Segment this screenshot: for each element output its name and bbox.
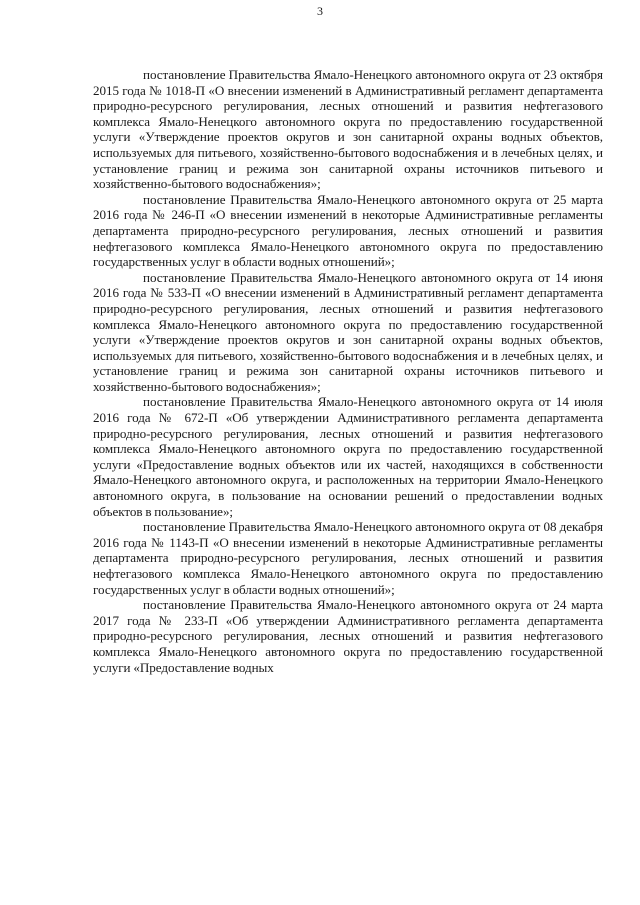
paragraph-resolution-1018p: постановление Правительства Ямало-Ненецкого автономного округа от 23 октября 2015 года № 1018-П «О внесении изменений в Административный регламент департамента природно-ресурсного регулирования, лесных отношений и развития нефтегазового комплекса Ямало-Ненецкого автономного округа по предоставлению государственной услуги «Утверждение проектов округов и зон санитарной охраны водных объектов, используемых для питьевого, хозяйственно-бытового водоснабжения и в лечебных целях, и установление границ и режима зон санитарной охраны источников питьевого и хозяйственно-бытового водоснабжения»; <box>93 67 603 192</box>
paragraph-resolution-1143p: постановление Правительства Ямало-Ненецкого автономного округа от 08 декабря 2016 года № 1143-П «О внесении изменений в некоторые Административные регламенты департамента природно-ресурсного регулирования, лесных отношений и развития нефтегазового комплекса Ямало-Ненецкого автономного округа по предоставлению государственных услуг в области водных отношений»; <box>93 519 603 597</box>
paragraph-resolution-246p: постановление Правительства Ямало-Ненецкого автономного округа от 25 марта 2016 года № 246-П «О внесении изменений в некоторые Административные регламенты департамента природно-ресурсного регулирования, лесных отношений и развития нефтегазового комплекса Ямало-Ненецкого автономного округа по предоставлению государственных услуг в области водных отношений»; <box>93 191 603 270</box>
paragraph-resolution-233p: постановление Правительства Ямало-Ненецкого автономного округа от 24 марта 2017 года № 233-П «Об утверждении Административного регламента департамента природно-ресурсного регулирования, лесных отношений и развития нефтегазового комплекса Ямало-Ненецкого автономного округа по предоставлению государственной услуги «Предоставление водных <box>93 597 603 675</box>
paragraph-resolution-672p: постановление Правительства Ямало-Ненецкого автономного округа от 14 июля 2016 года № 672-П «Об утверждении Административного регламента департамента природно-ресурсного регулирования, лесных отношений и развития нефтегазового комплекса Ямало-Ненецкого автономного округа по предоставлению государственной услуги «Предоставление водных объектов или их частей, находящихся в собственности Ямало-Ненецкого автономного округа, и расположенных на территории Ямало-Ненецкого автономного округа, в пользование на основании решений о предоставлении водных объектов в пользование»; <box>93 394 603 519</box>
document-body <box>93 67 603 675</box>
paragraph-resolution-533p: постановление Правительства Ямало-Ненецкого автономного округа от 14 июня 2016 года № 533-П «О внесении изменений в Административный регламент департамента природно-ресурсного регулирования, лесных отношений и развития нефтегазового комплекса Ямало-Ненецкого автономного округа по предоставлению государственной услуги «Утверждение проектов округов и зон санитарной охраны водных объектов, используемых для питьевого, хозяйственно-бытового водоснабжения и в лечебных целях, и установление границ и режима зон санитарной охраны источников питьевого и хозяйственно-бытового водоснабжения»; <box>93 269 603 394</box>
page-number: 3 <box>317 4 323 18</box>
